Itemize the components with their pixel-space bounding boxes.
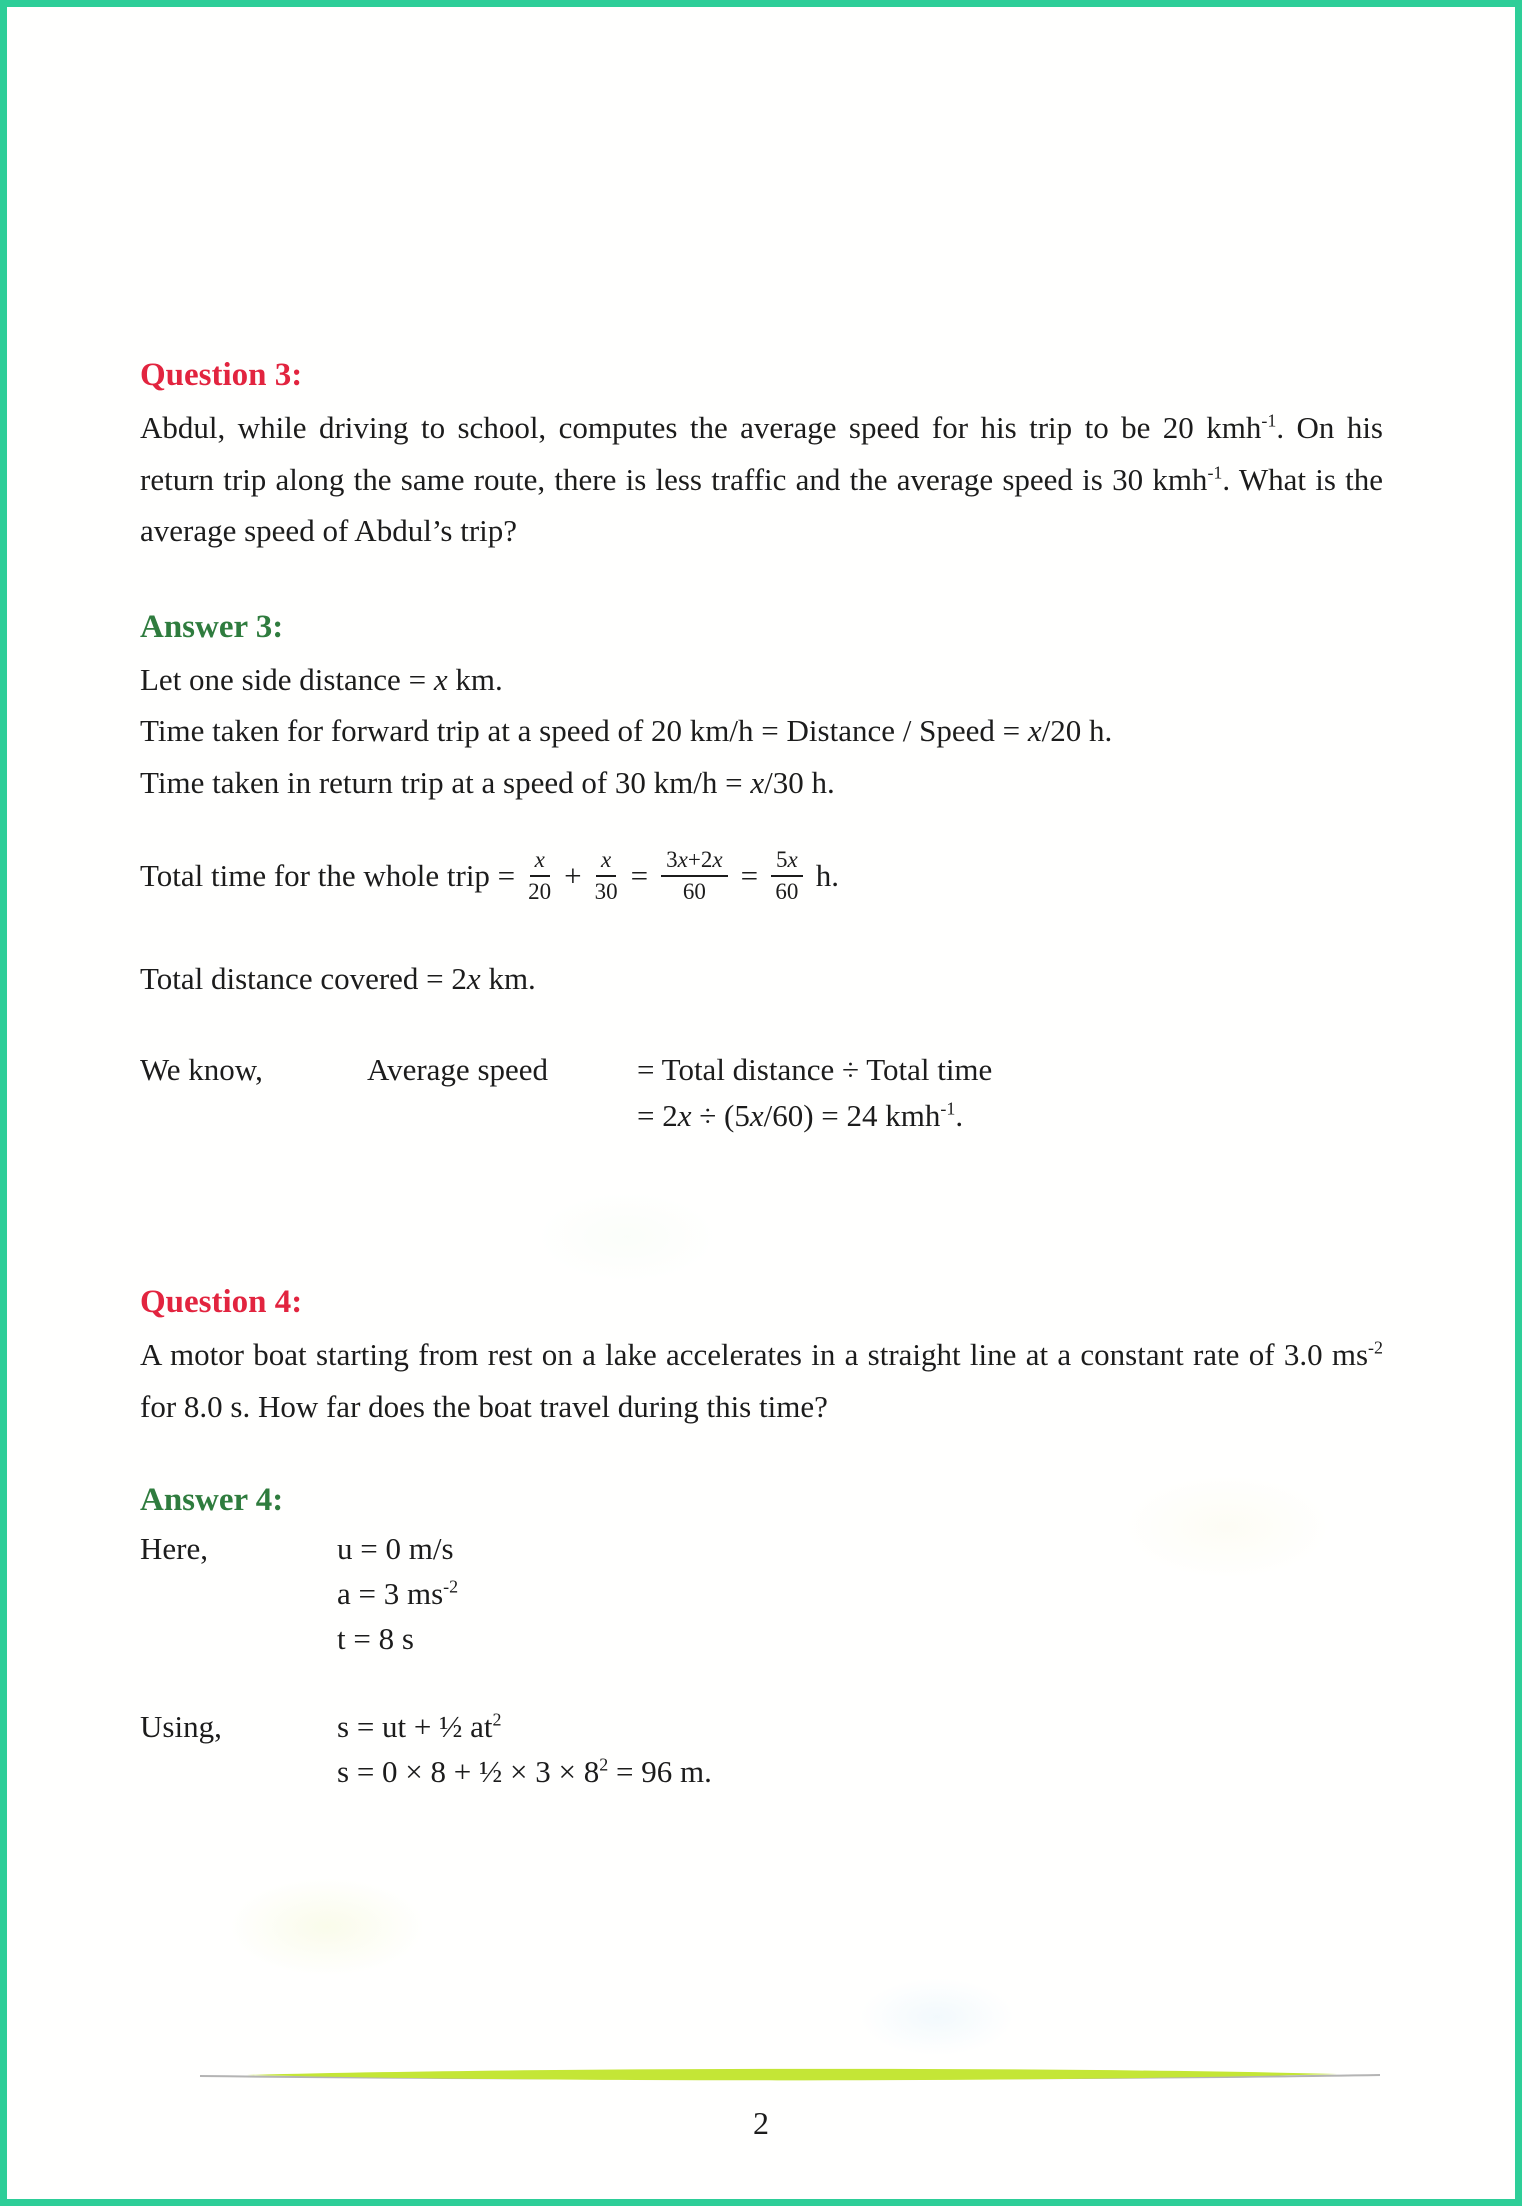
we-know-label: We know, (140, 1051, 263, 1087)
here-row (140, 1527, 1383, 1662)
page-number: 2 (753, 2105, 769, 2141)
here-label: Here, (140, 1531, 208, 1567)
question-3-heading: Question 3: (140, 357, 303, 393)
question-4-heading: Question 4: (140, 1283, 303, 1320)
decorative-separator (195, 2062, 1385, 2088)
using-equations (337, 1705, 712, 1795)
fraction-numerator: 3x+2x (661, 846, 727, 877)
average-speed-derivation (637, 1047, 992, 1140)
fraction-denominator: 60 (682, 878, 706, 904)
answer-4-heading: Answer 4: (140, 1482, 284, 1519)
answer-3-line-2: Time taken for forward trip at a speed of 20 km/h = Distance / Speed = x/20 h. (140, 713, 1113, 749)
page-content (7, 7, 1515, 1795)
fraction-numerator: x (530, 846, 550, 877)
using-row (140, 1705, 1383, 1795)
equals-operator: = (630, 857, 649, 893)
fraction-numerator: 5x (771, 846, 803, 877)
question-3-text: Abdul, while driving to school, computes the average speed for his trip to be 20 kmh$^{-1}$. On his return trip along the same route, there is less traffic and the average speed is 30 kmh$^{-1}$. What is the average speed of Abdul’s trip? (140, 410, 1383, 549)
answer-3-section (140, 607, 1383, 1140)
using-line-1: s = ut + ½ $at^2$ (337, 1709, 502, 1745)
answer-3-heading: Answer 3: (140, 608, 284, 645)
fraction-denominator: 30 (594, 878, 618, 904)
fraction-3x-plus-2x-over-60 (661, 846, 727, 905)
question-4-text: A motor boat starting from rest on a lake accelerates in a straight line at a constant rate of 3.0 $ms^{-2}$ for 8.0 s. How far does the boat travel during this time? (140, 1337, 1383, 1424)
given-values (337, 1527, 458, 1662)
using-line-2: s = 0 × 8 + ½ × $3 \times 8^2 = 96$ m. (337, 1754, 712, 1790)
fraction-x-over-30 (595, 846, 618, 905)
avg-speed-line-2: = 2x ÷ (5x/60) = 24 kmh$^{-1}$. (637, 1098, 964, 1134)
plus-operator: + (564, 857, 582, 893)
average-speed-label: Average speed (367, 1051, 549, 1087)
total-time-equation (140, 846, 1383, 905)
question-4-section (140, 1282, 1383, 1432)
avg-speed-line-1: = Total distance ÷ Total time (637, 1051, 993, 1087)
we-know-row (140, 1047, 1383, 1140)
fraction-5x-over-60 (771, 846, 803, 905)
equation-unit: h. (815, 857, 840, 893)
answer-3-line-3: Time taken in return trip at a speed of 30 km/h = x/30 h. (140, 764, 835, 800)
fraction-denominator: 20 (528, 878, 552, 904)
fraction-x-over-20 (528, 846, 551, 905)
using-label: Using, (140, 1709, 222, 1745)
equation-label: Total time for the whole trip = (140, 857, 516, 893)
fraction-numerator: x (596, 846, 616, 877)
given-t: t = 8 s (337, 1621, 414, 1657)
question-3-section (140, 355, 1383, 557)
answer-4-section (140, 1480, 1383, 1795)
equals-operator: = (740, 857, 759, 893)
given-a: a = 3 $ms^{-2}$ (337, 1576, 459, 1612)
answer-3-line-1: Let one side distance = x km. (140, 661, 503, 697)
fraction-denominator: 60 (775, 878, 799, 904)
total-distance-line: Total distance covered = 2x km. (140, 961, 536, 997)
given-u: u = 0 m/s (337, 1531, 454, 1567)
